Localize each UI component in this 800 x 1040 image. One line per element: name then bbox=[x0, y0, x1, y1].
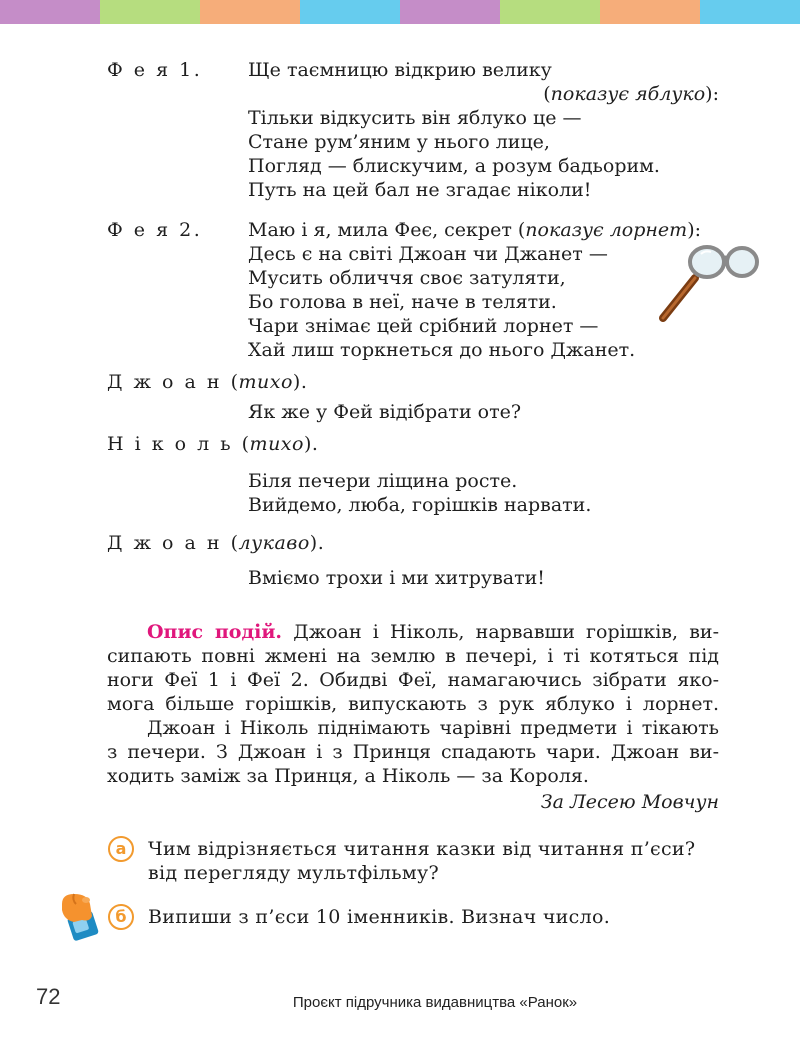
author-credit: За Лесею Мовчун bbox=[540, 791, 719, 813]
task-marker-b: б bbox=[108, 904, 134, 930]
verse-line: Погляд — блискучим, а розум бадьорим. bbox=[248, 155, 660, 177]
speaker-joan: Д ж о а н (тихо). bbox=[107, 371, 308, 393]
stripe bbox=[0, 0, 100, 24]
verse-line: Хай лиш торкнеться до нього Джанет. bbox=[248, 339, 636, 361]
task-marker-a: а bbox=[108, 836, 134, 862]
verse-line: Маю і я, мила Феє, секрет (показує лорнет): bbox=[248, 219, 702, 241]
stripe bbox=[600, 0, 700, 24]
verse-line: Путь на цей бал не згадає ніколи! bbox=[248, 179, 592, 201]
stripe bbox=[300, 0, 400, 24]
task-question: від перегляду мультфільму? bbox=[148, 862, 439, 884]
verse-line: Біля печери ліщина росте. bbox=[248, 470, 518, 492]
verse-line: Вийдемо, люба, горішків нарвати. bbox=[248, 494, 592, 516]
stripe bbox=[500, 0, 600, 24]
footer-text: Проєкт підручника видавництва «Ранок» bbox=[292, 994, 578, 1011]
verse-line: Ще таємницю відкрию велику bbox=[248, 59, 552, 81]
top-color-stripes bbox=[0, 0, 800, 24]
events-paragraph bbox=[107, 620, 719, 788]
verse-line: Вміємо трохи і ми хитрувати! bbox=[248, 567, 545, 589]
paragraph-line: ноги Феї 1 і Феї 2. Обидві Феї, намагаючись зібрати яко- bbox=[107, 669, 719, 691]
paragraph-line: Опис подій. Джоан і Ніколь, нарвавши горішків, ви- bbox=[147, 621, 719, 643]
task-question: Випиши з п’єси 10 іменників. Визнач число. bbox=[148, 906, 611, 928]
task-question: Чим відрізняється читання казки від читання п’єси? bbox=[148, 838, 696, 860]
paragraph-line: мога більше горішків, випускають з рук яблуко і лорнет. bbox=[107, 693, 719, 715]
stage-direction: (показує яблуко): bbox=[543, 83, 719, 105]
verse-line: Бо голова в неї, наче в теляти. bbox=[248, 291, 557, 313]
stripe bbox=[100, 0, 200, 24]
stripe bbox=[400, 0, 500, 24]
paragraph-line: Джоан і Ніколь піднімають чарівні предмети і тікають bbox=[147, 717, 719, 739]
verse-line: Мусить обличчя своє затуляти, bbox=[248, 267, 566, 289]
speaker-fairy2: Ф е я 2. bbox=[107, 219, 203, 241]
stripe bbox=[200, 0, 300, 24]
stripe bbox=[700, 0, 800, 24]
speaker-joan: Д ж о а н (лукаво). bbox=[107, 532, 325, 554]
verse-line: Тільки відкусить він яблуко це — bbox=[248, 107, 582, 129]
paragraph-line: сипають повні жмені на землю в печері, і ті котяться під bbox=[107, 645, 719, 667]
lorgnette-image bbox=[655, 238, 760, 322]
verse-line: Стане рум’яним у нього лице, bbox=[248, 131, 550, 153]
paragraph-line: з печери. З Джоан і з Принця спадають чари. Джоан ви- bbox=[107, 741, 719, 763]
verse-line: Десь є на світі Джоан чи Джанет — bbox=[248, 243, 608, 265]
paragraph-line: ходить заміж за Принця, а Ніколь — за Короля. bbox=[107, 765, 589, 787]
speaker-nicole: Н і к о л ь (тихо). bbox=[107, 433, 319, 455]
events-heading: Опис подій. bbox=[147, 621, 283, 643]
verse-line: Чари знімає цей срібний лорнет — bbox=[248, 315, 599, 337]
page-number: 72 bbox=[36, 984, 61, 1009]
speaker-fairy1: Ф е я 1. bbox=[107, 59, 203, 81]
verse-line: Як же у Фей відібрати оте? bbox=[248, 401, 522, 423]
helping-hand-icon bbox=[56, 892, 102, 942]
